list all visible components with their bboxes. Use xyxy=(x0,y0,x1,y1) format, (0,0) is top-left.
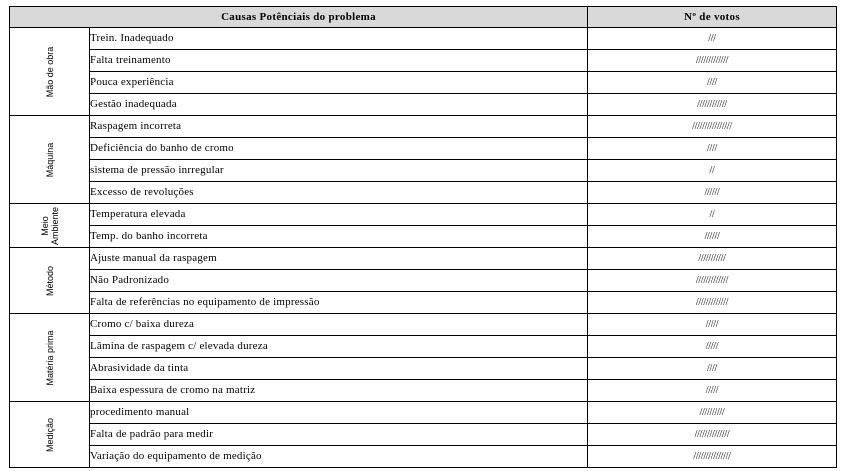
cause-cell: Cromo c/ baixa dureza xyxy=(90,314,588,336)
cause-cell: Temp. do banho incorreta xyxy=(90,226,588,248)
table-row xyxy=(10,182,837,204)
table-body xyxy=(10,28,837,468)
category-label-line: Meio xyxy=(39,215,50,236)
table-row xyxy=(10,94,837,116)
category-label: Matéria prima xyxy=(44,329,55,386)
cause-cell: Pouca experiência xyxy=(90,72,588,94)
table-row xyxy=(10,446,837,468)
cause-cell: Excesso de revoluções xyxy=(90,182,588,204)
cause-cell: Raspagem incorreta xyxy=(90,116,588,138)
cause-cell: Não Padronizado xyxy=(90,270,588,292)
votes-cell: //// xyxy=(588,358,837,380)
votes-cell: ////// xyxy=(588,226,837,248)
table-row xyxy=(10,160,837,182)
cause-cell: Falta treinamento xyxy=(90,50,588,72)
category-label: Método xyxy=(44,265,55,296)
votes-cell: ///// xyxy=(588,380,837,402)
votes-cell: ///////////// xyxy=(588,292,837,314)
votes-cell: //// xyxy=(588,72,837,94)
cause-cell: sistema de pressão inrregular xyxy=(90,160,588,182)
votes-cell: ///////////// xyxy=(588,270,837,292)
cause-cell: Lâmina de raspagem c/ elevada dureza xyxy=(90,336,588,358)
table-row xyxy=(10,248,837,270)
header-causes: Causas Potênciais do problema xyxy=(10,7,588,28)
category-label: Medição xyxy=(44,417,55,452)
table-row xyxy=(10,270,837,292)
cause-cell: Trein. Inadequado xyxy=(90,28,588,50)
votes-cell: //////////// xyxy=(588,94,837,116)
header-row xyxy=(10,7,837,28)
votes-cell: ////// xyxy=(588,182,837,204)
table-row xyxy=(10,336,837,358)
category-label xyxy=(40,206,60,244)
votes-cell: /////////////// xyxy=(588,446,837,468)
category-label-line: Ambiente xyxy=(49,206,60,245)
table-row xyxy=(10,72,837,94)
votes-cell: //// xyxy=(588,138,837,160)
table-row xyxy=(10,28,837,50)
votes-cell: ///// xyxy=(588,336,837,358)
table-row xyxy=(10,424,837,446)
votes-cell: /////////// xyxy=(588,248,837,270)
table-row xyxy=(10,204,837,226)
category-cell xyxy=(10,402,90,468)
causes-votes-table xyxy=(9,6,837,468)
table-row xyxy=(10,50,837,72)
cause-cell: Deficiência do banho de cromo xyxy=(90,138,588,160)
cause-cell: Baixa espessura de cromo na matriz xyxy=(90,380,588,402)
category-cell xyxy=(10,204,90,248)
cause-cell: Gestão inadequada xyxy=(90,94,588,116)
votes-cell: ///////////// xyxy=(588,50,837,72)
cause-cell: Falta de padrão para medir xyxy=(90,424,588,446)
table-row xyxy=(10,292,837,314)
table-row xyxy=(10,402,837,424)
votes-cell: ////////////// xyxy=(588,424,837,446)
cause-cell: procedimento manual xyxy=(90,402,588,424)
votes-cell: // xyxy=(588,204,837,226)
votes-cell: // xyxy=(588,160,837,182)
category-label: Máquina xyxy=(44,142,55,177)
category-cell xyxy=(10,248,90,314)
category-cell xyxy=(10,28,90,116)
cause-cell: Falta de referências no equipamento de impressão xyxy=(90,292,588,314)
category-cell xyxy=(10,314,90,402)
category-label: Mão de obra xyxy=(44,46,55,97)
category-cell xyxy=(10,116,90,204)
cause-cell: Abrasividade da tinta xyxy=(90,358,588,380)
cause-cell: Variação do equipamento de medição xyxy=(90,446,588,468)
votes-cell: //////////////// xyxy=(588,116,837,138)
cause-cell: Temperatura elevada xyxy=(90,204,588,226)
votes-cell: ///// xyxy=(588,314,837,336)
table-row xyxy=(10,226,837,248)
table-row xyxy=(10,116,837,138)
header-votes: Nº de votos xyxy=(588,7,837,28)
table-row xyxy=(10,314,837,336)
votes-cell: /// xyxy=(588,28,837,50)
table-row xyxy=(10,380,837,402)
cause-cell: Ajuste manual da raspagem xyxy=(90,248,588,270)
votes-cell: ////////// xyxy=(588,402,837,424)
table-row xyxy=(10,138,837,160)
table-row xyxy=(10,358,837,380)
